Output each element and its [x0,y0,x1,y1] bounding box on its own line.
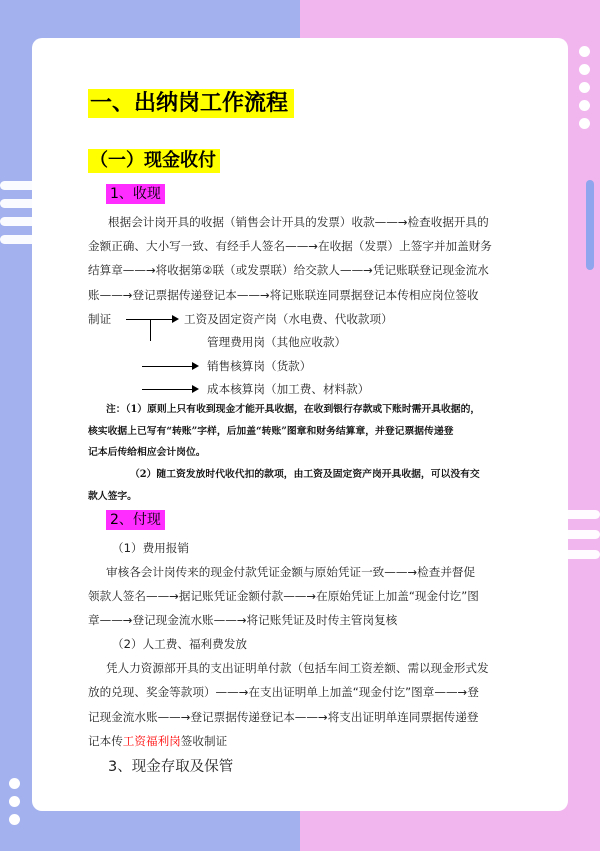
decor-bar [586,180,594,270]
subsection-title: （1）费用报销 [112,541,189,555]
decor-dot [579,100,590,111]
flow-arrow-line [142,366,193,367]
paragraph-line: 根据会计岗开具的收据（销售会计开具的发票）收款——→检查收据开具的 [108,215,489,229]
decor-dot [579,82,590,93]
flow-arrow-head [172,315,179,323]
heading-level1: 一、出纳岗工作流程 [88,89,294,118]
paragraph-line: 凭人力资源部开具的支出证明单付款（包括车间工资差额、需以现金形式发 [106,661,489,675]
paragraph-line: 账——→登记票据传递登记本——→将记账联连同票据登记本传相应岗位签收 [88,288,479,302]
subsection-title: （2）人工费、福利费发放 [112,637,247,651]
decor-dot [9,796,20,807]
section2-title: 2、付现 [106,510,165,530]
note-line: 记本后传给相应会计岗位。 [88,447,206,458]
branch-item: 工资及固定资产岗（水电费、代收款项） [184,312,393,326]
paragraph-line: 记现金流水账——→登记票据传递登记本——→将支出证明单连同票据传递登 [88,710,479,724]
branch-item: 销售核算岗（货款） [207,359,312,373]
paragraph-line [88,730,227,752]
text-segment: 记本传 [88,734,123,748]
branch-item: 管理费用岗（其他应收款） [207,335,347,349]
decor-dot [579,46,590,57]
decor-dot [579,64,590,75]
paragraph-line: 审核各会计岗传来的现金付款凭证金额与原始凭证一致——→检查并督促 [106,565,476,579]
paragraph-line: 章——→登记现金流水账——→将记账凭证及时传主管岗复核 [88,613,398,627]
paragraph-line: 放的兑现、奖金等款项）——→在支出证明单上加盖“现金付讫”图章——→登 [88,685,479,699]
decor-dot [9,814,20,825]
note-line: （2）随工资发放时代收代扣的款项，由工资及固定资产岗开具收据，可以没有交 [130,469,480,480]
section1-title: 1、收现 [106,184,165,204]
text-segment: 签收制证 [180,734,228,748]
note-line: 核实收据上已写有“转账”字样，后加盖“转账”图章和财务结算章，并登记票据传递登 [88,426,454,437]
paragraph-line: 制证 [88,312,112,326]
decor-dot [579,118,590,129]
note-line: 注：（1）原则上只有收到现金才能开具收据，在收到银行存款或下账时需开具收据的， [106,404,481,415]
decor-dot [9,778,20,789]
heading-level2: （一）现金收付 [88,149,220,173]
section3-title: 3、现金存取及保管 [108,759,234,775]
flow-arrow-line [142,389,193,390]
branch-item: 成本核算岗（加工费、材料款） [207,382,370,396]
flow-connector [150,319,151,341]
paragraph-line: 结算章——→将收据第②联（或发票联）给交款人——→凭记账联登记现金流水 [88,263,489,277]
note-line: 款人签字。 [88,491,137,502]
paragraph-line: 金额正确、大小写一致、有经手人签名——→在收据（发票）上签字并加盖财务 [88,239,492,253]
flow-arrow-head [192,385,199,393]
flow-arrow-head [192,362,199,370]
highlighted-text: 工资福利岗 [122,734,181,748]
paragraph-line: 领款人签名——→据记账凭证金额付款——→在原始凭证上加盖“现金付讫”图 [88,589,479,603]
